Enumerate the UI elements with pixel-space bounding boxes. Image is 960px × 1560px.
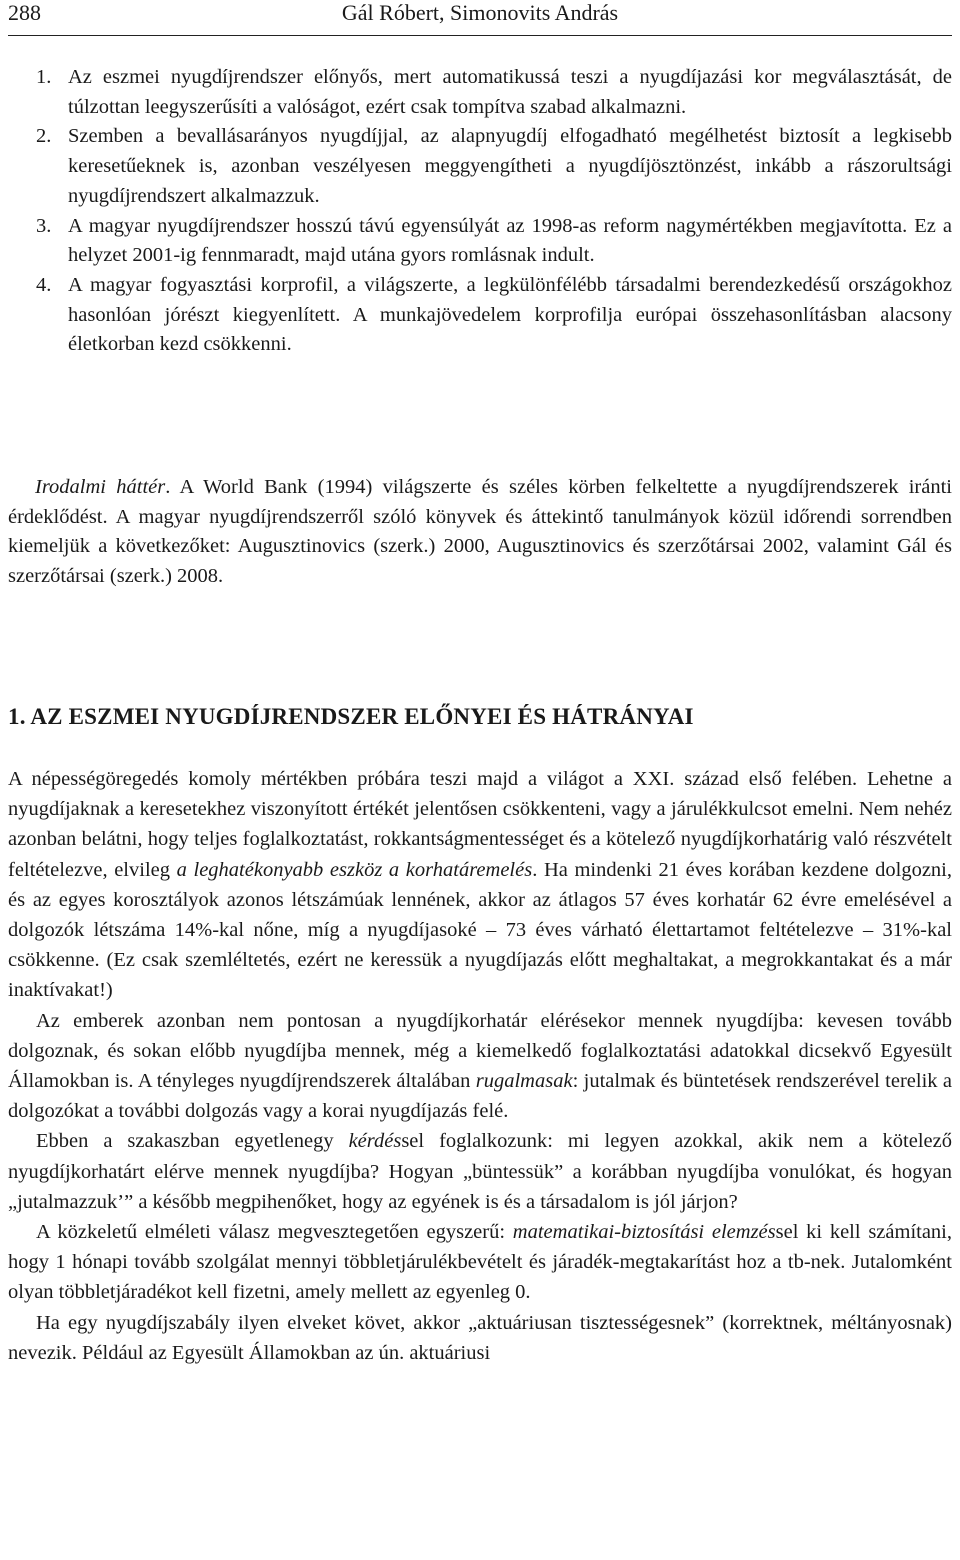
summary-item-number: 1. <box>36 66 52 88</box>
body-paragraph <box>8 1126 952 1217</box>
summary-item <box>8 122 952 211</box>
summary-item-number: 4. <box>36 273 52 296</box>
summary-item-text: Szemben a bevallásarányos nyugdíjjal, az alapnyugdíj elfogadható megélhetést biztosít a legkisebb keresetűeknek is, azonban veszélyesen meggyengítheti a nyugdíjösztönzést, inkább a rászorultsági nyugdíjrendszert alkalmazzuk. <box>68 125 952 207</box>
section-body <box>8 764 952 1368</box>
summary-item-text: A magyar fogyasztási korprofil, a világszerte, a legkülönfélébb társadalmi berendezkedésű országokhoz hasonlóan jórészt kiegyenlített. A munkajövedelem korprofilja európai összehasonlításban alacsony életkorban kezd csökkenni. <box>68 273 952 356</box>
summary-item-number: 3. <box>36 214 52 237</box>
summary-item-text: Az eszmei nyugdíjrendszer előnyős, mert automatikussá teszi a nyugdíjazási kor megválasztását, de túlzottan leegyszerűsíti a valóságot, ezért csak tompítva szabad alkalmazni. <box>68 66 952 118</box>
emphasis-text: matematikai-biztosítási elemzés <box>512 1221 776 1244</box>
summary-item-text: A magyar nyugdíjrendszer hosszú távú egyensúlyát az 1998-as reform nagymértékben megjavította. Ez a helyzet 2001-ig fennmaradt, majd utána gyors romlásnak indult. <box>68 214 952 267</box>
paragraph-text: Ha egy nyugdíjszabály ilyen elveket követ, akkor „aktuáriusan tisztességesnek” (korrektnek, méltányosnak) nevezik. Például az Egyesült Államokban az ún. aktuáriusi <box>8 1311 952 1364</box>
paragraph-text: sel ki kell számítani, hogy 1 hónapi tovább szolgálat mennyi többletjárulékbevételt és járadék-megtakarítást hoz a tb-nek. Jutalomként olyan többletjáradékot kell fizetni, amely mellett az egyenleg 0. <box>8 1221 953 1304</box>
paragraph-text: : jutalmak és büntetések rendszerével terelik a dolgozókat a további dolgozás vagy a korai nyugdíjazás felé. <box>8 1070 953 1123</box>
paragraph-text: A közkeletű elméleti válasz megvesztegetően egyszerű: <box>36 1221 513 1244</box>
header-rule <box>8 35 952 36</box>
paragraph-text: . Ha mindenki 21 éves korában kezdene dolgozni, és az egyes korosztályok azonos létszámúak lennének, akkor az átlagos 57 éves korhatár 62 évre emelésével a dolgozók létszáma 14%-kal nőne, míg a nyugdíjasoké – 73 éves várható élettartamot feltételezve – 31%-kal csökkenne. (Ez csak szemléltetés, ezért ne keressük a nyugdíjazás előtt meghaltakat, a megrokkantakat és a már inaktívakat!) <box>8 858 952 1002</box>
paragraph-text: Ebben a szakaszban egyetlenegy <box>36 1130 349 1153</box>
literature-text: . A World Bank (1994) világszerte és széles körben felkeltette a nyugdíjrendszerek iránti érdeklődést. A magyar nyugdíjrendszerről szóló könyvek és áttekintő tanulmányok közül időrendi sorrendben kiemeljük a következőket: Augusztinovics (szerk.) 2000, Augusztinovics és szerzőtársai 2002, valamint Gál és szerzőtársai (szerk.) 2008. <box>8 476 952 588</box>
body-paragraph <box>8 1217 952 1308</box>
paragraph-text: A népességöregedés komoly mértékben próbára teszi majd a világot a XXI. század első felében. Lehetne a nyugdíjaknak a keresetekhez viszonyított értékét jelentősen csökkenteni, vagy a járulékkulcsot emelni. Nem nehéz azonban belátni, hogy teljes foglalkoztatást, rokkantságmentességet és a kötelező nyugdíjkorhatárig való részvételt feltételezve, elvileg <box>8 768 952 881</box>
running-header-authors: Gál Róbert, Simonovits András <box>341 0 619 25</box>
paragraph-text: Az emberek azonban nem pontosan a nyugdíjkorhatár elérésekor mennek nyugdíjba: kevesen tovább dolgoznak, és sokan előbb nyugdíjba mennek, még a kiemelkedő foglalkoztatási adatokkal dicsekvő Egyesült Államokban is. A tényleges nyugdíjrendszerek általában <box>8 1009 952 1093</box>
body-paragraph <box>8 1308 952 1368</box>
summary-item <box>8 212 952 271</box>
summary-item-number: 2. <box>36 125 52 148</box>
summary-item <box>8 271 952 360</box>
body-paragraph <box>8 764 952 1006</box>
body-paragraph <box>8 1006 952 1127</box>
paragraph-text: sel foglalkozunk: mi legyen azokkal, akik nem a kötelező nyugdíjkorhatárt elérve mennek nyugdíjba? Hogyan „büntessük” a korábban nyugdíjba vonulókat, és hogyan „jutalmazzuk’” a később megpihenőket, hogy az egyének is és a társadalom is jól járjon? <box>8 1130 952 1213</box>
emphasis-text: a leghatékonyabb eszköz a korhatáremelés <box>176 858 533 881</box>
running-header <box>8 0 952 36</box>
literature-paragraph <box>8 473 952 592</box>
summary-item <box>8 63 952 122</box>
literature-label: Irodalmi háttér <box>35 476 166 498</box>
emphasis-text: kérdés <box>348 1130 402 1153</box>
emphasis-text: rugalmasak <box>475 1070 573 1093</box>
page-number: 288 <box>8 0 41 25</box>
section-title: 1. AZ ESZMEI NYUGDÍJRENDSZER ELŐNYEI ÉS HÁTRÁNYAI <box>8 704 694 729</box>
summary-list <box>8 63 952 360</box>
